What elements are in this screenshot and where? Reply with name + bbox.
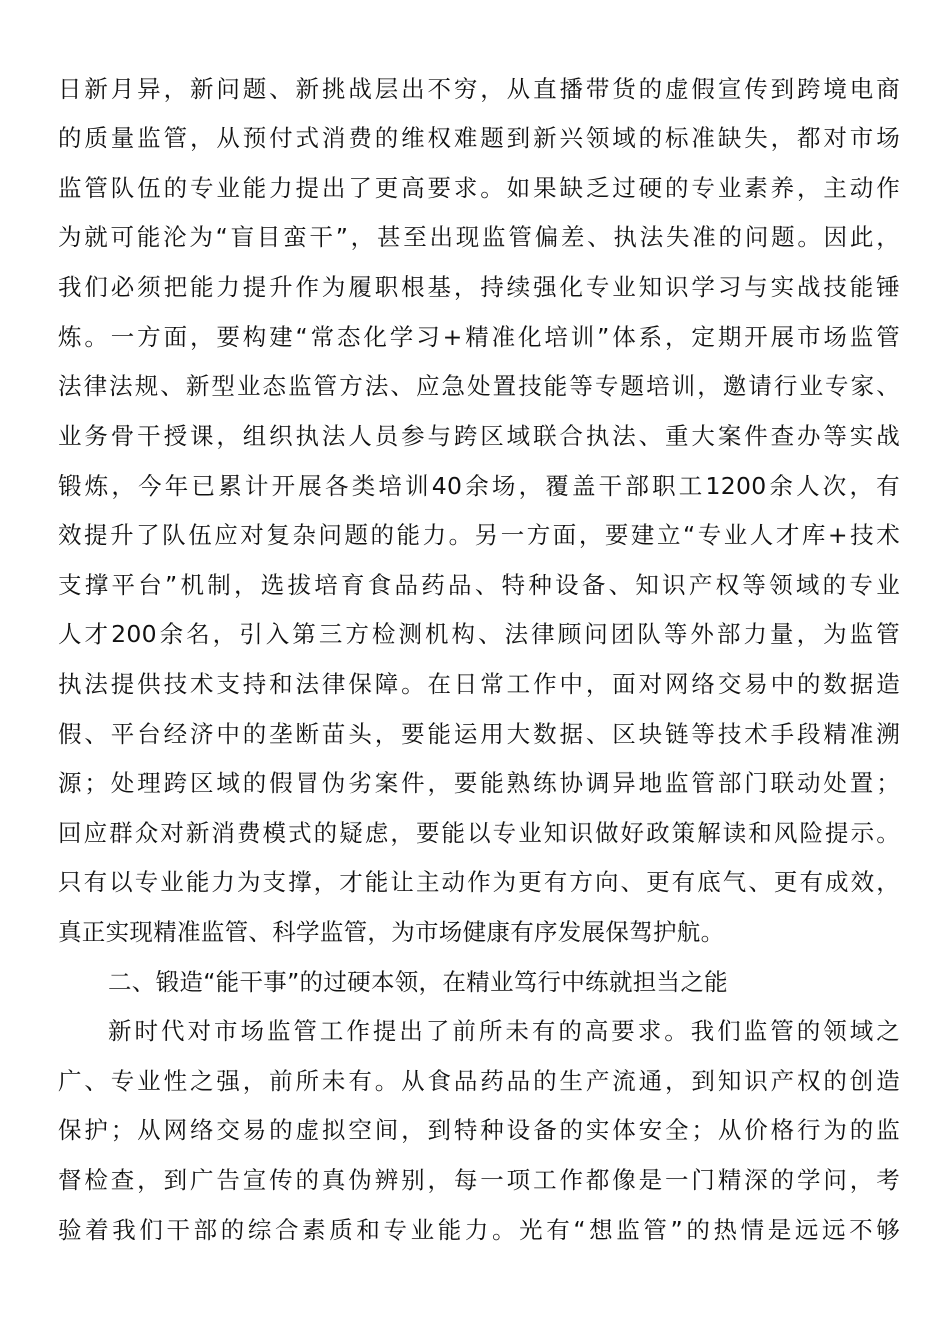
paragraph-line: 回应群众对新消费模式的疑虑，要能以专业知识做好政策解读和风险提示。 (58, 819, 900, 847)
paragraph-line: 执法提供技术支持和法律保障。在日常工作中，面对网络交易中的数据造 (58, 670, 900, 698)
paragraph-line: 督检查，到广告宣传的真伪辨别，每一项工作都像是一门精深的学问，考 (58, 1166, 900, 1194)
paragraph-line: 人才200余名，引入第三方检测机构、法律顾问团队等外部力量，为监管 (58, 620, 900, 648)
paragraph-line: 炼。一方面，要构建“常态化学习+精准化培训”体系，定期开展市场监管 (58, 323, 900, 351)
paragraph-line: 保护；从网络交易的虚拟空间，到特种设备的实体安全；从价格行为的监 (58, 1116, 900, 1144)
paragraph-line: 日新月异，新问题、新挑战层出不穷，从直播带货的虚假宣传到跨境电商 (58, 75, 900, 103)
paragraph-line: 新时代对市场监管工作提出了前所未有的高要求。我们监管的领域之 (108, 1017, 900, 1045)
paragraph-line: 效提升了队伍应对复杂问题的能力。另一方面，要建立“专业人才库+技术 (58, 521, 900, 549)
paragraph-line: 广、专业性之强，前所未有。从食品药品的生产流通，到知识产权的创造 (58, 1067, 900, 1095)
paragraph-line: 法律法规、新型业态监管方法、应急处置技能等专题培训，邀请行业专家、 (58, 372, 900, 400)
paragraph-line: 源；处理跨区域的假冒伪劣案件，要能熟练协调异地监管部门联动处置； (58, 769, 900, 797)
paragraph-line: 业务骨干授课，组织执法人员参与跨区域联合执法、重大案件查办等实战 (58, 422, 900, 450)
paragraph-line: 支撑平台”机制，选拔培育食品药品、特种设备、知识产权等领域的专业 (58, 571, 900, 599)
paragraph-line: 我们必须把能力提升作为履职根基，持续强化专业知识学习与实战技能锤 (58, 273, 900, 301)
section-heading: 二、锻造“能干事”的过硬本领，在精业笃行中练就担当之能 (108, 968, 728, 996)
paragraph-line: 只有以专业能力为支撑，才能让主动作为更有方向、更有底气、更有成效， (58, 868, 900, 896)
paragraph-line: 的质量监管，从预付式消费的维权难题到新兴领域的标准缺失，都对市场 (58, 124, 900, 152)
paragraph-line: 锻炼，今年已累计开展各类培训40余场，覆盖干部职工1200余人次，有 (58, 472, 900, 500)
paragraph-line: 验着我们干部的综合素质和专业能力。光有“想监管”的热情是远远不够 (58, 1216, 900, 1244)
paragraph-line: 为就可能沦为“盲目蛮干”，甚至出现监管偏差、执法失准的问题。因此， (58, 223, 900, 251)
paragraph-line: 假、平台经济中的垄断苗头，要能运用大数据、区块链等技术手段精准溯 (58, 720, 900, 748)
paragraph-line: 真正实现精准监管、科学监管，为市场健康有序发展保驾护航。 (58, 918, 725, 946)
paragraph-line: 监管队伍的专业能力提出了更高要求。如果缺乏过硬的专业素养，主动作 (58, 174, 900, 202)
